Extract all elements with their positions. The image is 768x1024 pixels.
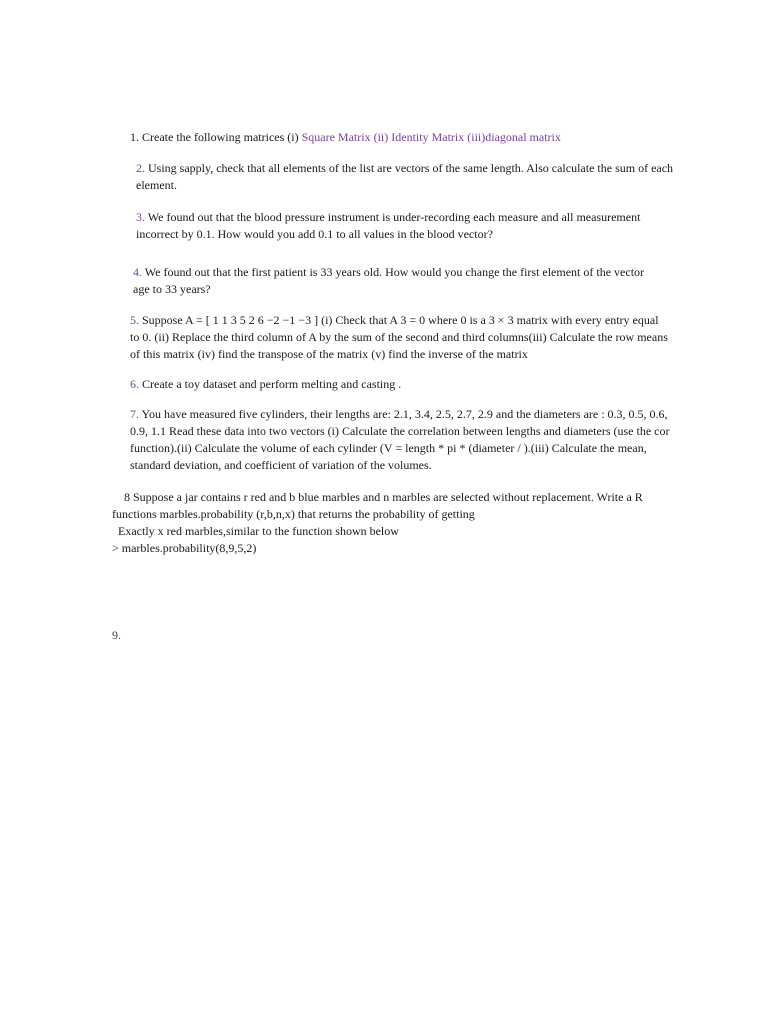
question-4-line-2: age to 33 years?	[133, 282, 211, 296]
question-3-number: 3.	[136, 210, 145, 224]
question-8-code-example: > marbles.probability(8,9,5,2)	[112, 541, 257, 555]
question-5-line-1: Suppose A = [ 1 1 3 5 2 6 −2 −1 −3 ] (i) Check that A 3 = 0 where 0 is a 3 × 3 matrix with every entry equal	[139, 313, 659, 327]
question-4-number: 4.	[133, 265, 142, 279]
question-8-line-3: Exactly x red marbles,similar to the function shown below	[118, 524, 399, 538]
question-6-line-1: Create a toy dataset and perform melting and casting .	[139, 377, 402, 391]
question-8-line-1: 8 Suppose a jar contains r red and b blue marbles and n marbles are selected without replacement. Write a R	[124, 490, 643, 504]
question-3-line-2: incorrect by 0.1. How would you add 0.1 to all values in the blood vector?	[136, 227, 493, 241]
question-9-number: 9.	[112, 628, 121, 642]
question-2-number: 2.	[136, 161, 145, 175]
question-8-line-2: functions marbles.probability (r,b,n,x) that returns the probability of getting	[112, 507, 475, 521]
question-8	[112, 489, 702, 557]
question-1-matrix-types: Square Matrix (ii) Identity Matrix (iii)diagonal matrix	[301, 130, 561, 144]
question-4-line-1: We found out that the first patient is 33 years old. How would you change the first element of the vector	[142, 265, 645, 279]
question-5-line-3: of this matrix (iv) find the transpose of the matrix (v) find the inverse of the matrix	[130, 347, 528, 361]
question-5-line-2: to 0. (ii) Replace the third column of A by the sum of the second and third columns(iii) Calculate the row means	[130, 330, 668, 344]
question-7-line-3: function).(ii) Calculate the volume of each cylinder (V = length * pi * (diameter / ).(iii) Calculate the mean,	[130, 441, 647, 455]
question-6-number: 6.	[130, 377, 139, 391]
question-1-text: 1. Create the following matrices (i)	[130, 130, 302, 144]
question-3	[136, 209, 686, 243]
question-9	[112, 627, 152, 644]
question-2-line-1: Using sapply, check that all elements of the list are vectors of the same length. Also calculate the sum of each	[145, 161, 674, 175]
question-7	[130, 406, 705, 474]
question-5-number: 5.	[130, 313, 139, 327]
question-5	[130, 312, 705, 363]
question-7-line-2: 0.9, 1.1 Read these data into two vectors (i) Calculate the correlation between lengths and diameters (use the cor	[130, 424, 670, 438]
question-7-line-1: You have measured five cylinders, their lengths are: 2.1, 3.4, 2.5, 2.7, 2.9 and the diameters are : 0.3, 0.5, 0.6,	[139, 407, 668, 421]
question-7-number: 7.	[130, 407, 139, 421]
question-4	[133, 264, 693, 298]
question-2-line-2: element.	[136, 178, 177, 192]
question-3-line-1: We found out that the blood pressure instrument is under-recording each measure and all measurement	[145, 210, 641, 224]
question-6	[130, 376, 690, 393]
question-1	[130, 129, 690, 146]
question-2	[136, 160, 706, 194]
question-7-line-4: standard deviation, and coefficient of variation of the volumes.	[130, 458, 432, 472]
